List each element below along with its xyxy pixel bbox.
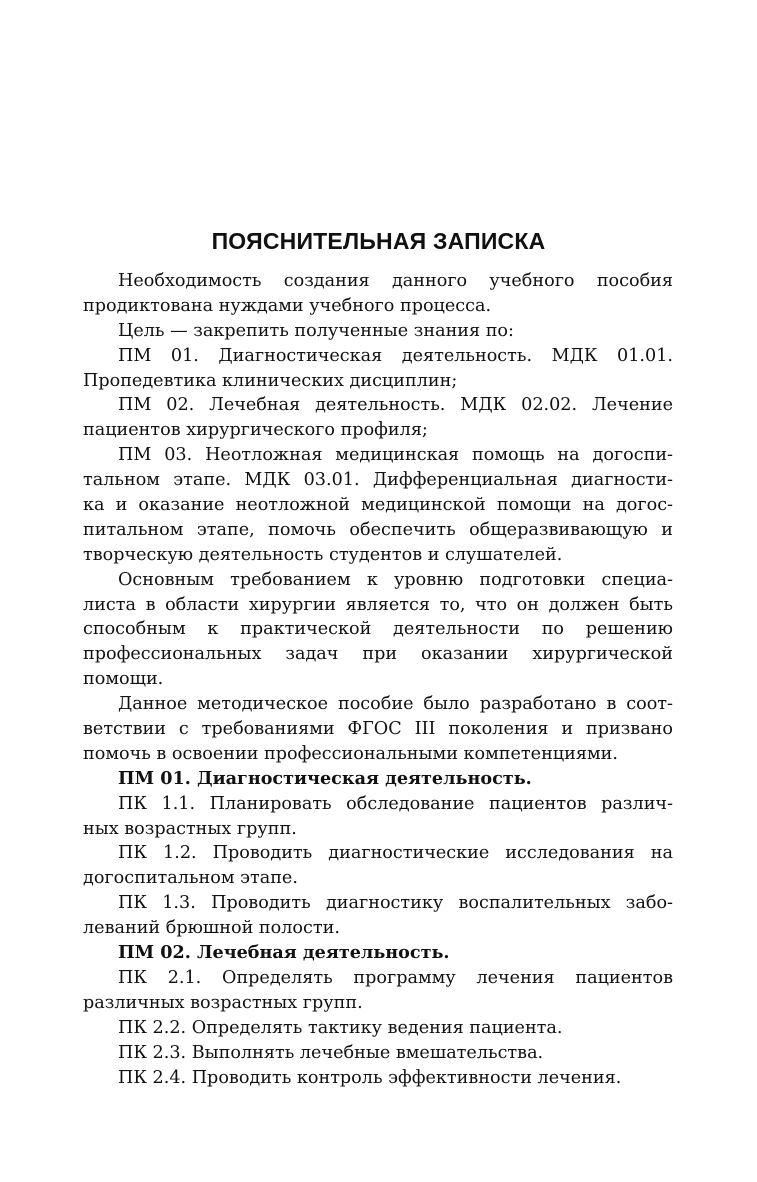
text-line: тальном этапе. МДК 03.01. Дифференциальная диагности- xyxy=(83,470,673,491)
page-title: ПОЯСНИТЕЛЬНАЯ ЗАПИСКА xyxy=(211,228,546,254)
text-line: ПМ 03. Неотложная медицинская помощь на догоспи- xyxy=(118,445,673,466)
explanatory-note-body xyxy=(83,269,673,1090)
text-line: пациентов хирургического профиля; xyxy=(83,420,428,441)
text-line: леваний брюшной полости. xyxy=(83,918,340,939)
text-line: способным к практической деятельности по решению xyxy=(83,619,673,640)
text-line: помочь в освоении профессиональными компетенциями. xyxy=(83,743,618,764)
text-line: ПК 1.2. Проводить диагностические исследования на xyxy=(118,843,673,864)
text-line: ПМ 01. Диагностическая деятельность. МДК 01.01. xyxy=(118,345,673,366)
text-line: профессиональных задач при оказании хирургической xyxy=(83,644,673,665)
text-line: догоспитальном этапе. xyxy=(83,868,298,889)
text-line: ных возрастных групп. xyxy=(83,818,297,839)
text-line: питальном этапе, помочь обеспечить общеразвивающую и xyxy=(83,519,673,540)
text-line: ПК 1.1. Планировать обследование пациентов различ- xyxy=(118,793,673,814)
text-line: ПК 2.1. Определять программу лечения пациентов xyxy=(118,967,673,988)
text-line: Данное методическое пособие было разработано в соот- xyxy=(118,694,673,715)
section-heading-line: ПМ 02. Лечебная деятельность. xyxy=(118,942,450,964)
text-line: ПК 2.4. Проводить контроль эффективности лечения. xyxy=(118,1067,622,1088)
text-line: Необходимость создания данного учебного пособия xyxy=(118,271,673,291)
text-line: ПК 2.2. Определять тактику ведения пациента. xyxy=(118,1017,563,1038)
section-heading-line: ПМ 01. Диагностическая деятельность. xyxy=(118,767,532,789)
text-line: Пропедевтика клинических дисциплин; xyxy=(83,370,458,391)
text-line: Основным требованием к уровню подготовки специа- xyxy=(118,569,673,590)
text-line: продиктована нуждами учебного процесса. xyxy=(83,295,492,316)
text-line: ка и оказание неотложной медицинской помощи на догос- xyxy=(83,495,673,516)
text-line: творческую деятельность студентов и слушателей. xyxy=(83,544,563,565)
text-line: различных возрастных групп. xyxy=(83,992,363,1013)
text-line: ветствии с требованиями ФГОС III поколения и призвано xyxy=(83,719,673,740)
text-line: листа в области хирургии является то, что он должен быть xyxy=(83,594,673,615)
text-line: помощи. xyxy=(83,669,164,690)
text-line: ПМ 02. Лечебная деятельность. МДК 02.02. Лечение xyxy=(118,395,673,416)
text-line: ПК 1.3. Проводить диагностику воспалительных забо- xyxy=(118,893,673,914)
text-line: ПК 2.3. Выполнять лечебные вмешательства. xyxy=(118,1042,544,1063)
text-line: Цель — закрепить полученные знания по: xyxy=(118,320,514,341)
